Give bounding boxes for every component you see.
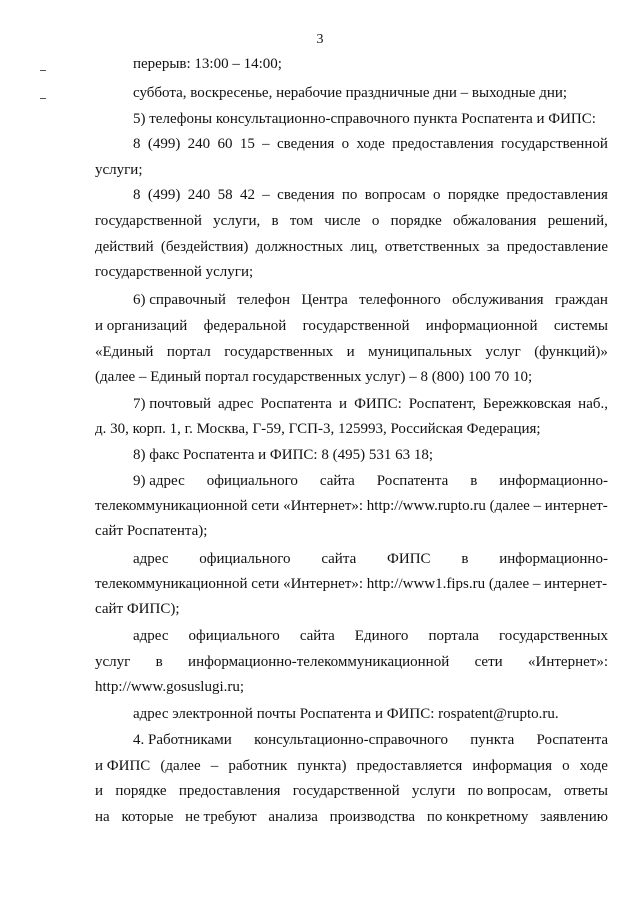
justified-line — [133, 732, 608, 749]
word: 6) справочный — [133, 292, 226, 308]
word: официального — [188, 628, 280, 644]
word: официального — [206, 473, 298, 489]
word: 58 — [217, 187, 233, 203]
word: на — [95, 809, 110, 825]
justified-line — [95, 654, 608, 671]
word: (499) — [147, 187, 181, 203]
justified-line — [95, 239, 608, 256]
word: «Единый — [95, 344, 154, 360]
word: предоставляется — [356, 758, 463, 774]
page-number: 3 — [316, 32, 324, 47]
word: по конкретному — [426, 809, 529, 825]
word: Единого — [354, 628, 409, 644]
word: 8 — [133, 187, 141, 203]
justified-line — [133, 136, 608, 153]
word: порядке — [115, 783, 167, 799]
word: действий — [95, 239, 154, 255]
text-line: перерыв: 13:00 – 14:00; — [133, 56, 282, 72]
word: 15 — [239, 136, 255, 152]
text-line: телекоммуникационной сети «Интернет»: http://www.rupto.ru (далее – интернет- — [95, 498, 608, 514]
word: (бездействия) — [160, 239, 249, 255]
word: не требуют — [185, 809, 257, 825]
word: обслуживания — [452, 292, 544, 308]
word: телефон — [237, 292, 291, 308]
text-line: сайт Роспатента); — [95, 523, 208, 539]
word: ходе — [579, 758, 608, 774]
word: 60 — [217, 136, 233, 152]
word: (функций)» — [534, 344, 608, 360]
word: «Интернет»: — [528, 654, 608, 670]
word: телефонного — [359, 292, 441, 308]
word: услуги — [411, 783, 456, 799]
text-line: суббота, воскресенье, нерабочие праздничные дни – выходные дни; — [133, 85, 568, 101]
word: сведения — [277, 187, 335, 203]
word: предоставление — [506, 239, 608, 255]
word: портал — [166, 344, 211, 360]
word: работник — [228, 758, 288, 774]
word: ответы — [563, 783, 608, 799]
word: ходе — [356, 136, 385, 152]
word: сети — [474, 654, 503, 670]
word: портала — [428, 628, 479, 644]
word: Роспатента — [536, 732, 608, 748]
text-line: государственной услуги; — [95, 264, 254, 280]
word: сведения — [276, 136, 335, 152]
text-line: услуги; — [95, 162, 143, 178]
word: 9) адрес — [133, 473, 185, 489]
word: 8 — [133, 136, 141, 152]
word: системы — [553, 318, 608, 334]
word: сайта — [321, 551, 357, 567]
word: в — [461, 551, 469, 567]
word: пункта) — [297, 758, 347, 774]
word: числе — [324, 213, 361, 229]
justified-line — [133, 396, 608, 413]
word: государственной — [500, 136, 608, 152]
word: – — [210, 758, 219, 774]
word: порядке — [447, 187, 499, 203]
word: государственной — [302, 318, 410, 334]
word: сайта — [319, 473, 355, 489]
word: информационной — [425, 318, 538, 334]
word: о — [562, 758, 570, 774]
word: в — [470, 473, 478, 489]
word: Бережковская — [483, 396, 572, 412]
word: лиц, — [350, 239, 378, 255]
word: – — [262, 187, 270, 203]
word: о — [371, 213, 380, 229]
word: информация — [472, 758, 552, 774]
word: государственной — [95, 213, 202, 229]
word: ответственных — [384, 239, 480, 255]
word: (499) — [147, 136, 181, 152]
word: государственной — [292, 783, 400, 799]
word: предоставления — [178, 783, 281, 799]
margin-mark — [40, 98, 46, 99]
word: производства — [329, 809, 416, 825]
word: услуг — [485, 344, 521, 360]
justified-line — [95, 783, 608, 800]
word: пункта — [470, 732, 515, 748]
justified-line — [95, 213, 608, 230]
justified-line — [133, 551, 608, 568]
text-line: сайт ФИПС); — [95, 601, 180, 617]
justified-line — [95, 809, 608, 826]
word: Роспатента — [376, 473, 449, 489]
word: предоставления — [506, 187, 608, 203]
word: должностных — [255, 239, 344, 255]
word: за — [486, 239, 500, 255]
word: 240 — [187, 187, 211, 203]
word: которые — [121, 809, 174, 825]
margin-mark — [40, 70, 46, 71]
word: порядке — [390, 213, 442, 229]
word: Центра — [301, 292, 348, 308]
word: официального — [199, 551, 291, 567]
word: и ФИПС — [95, 758, 151, 774]
word: – — [262, 136, 270, 152]
word: адрес — [133, 551, 169, 567]
word: анализа — [268, 809, 318, 825]
word: ФИПС: — [354, 396, 402, 412]
text-line: д. 30, корп. 1, г. Москва, Г-59, ГСП-3, 125993, Российская Федерация; — [95, 421, 541, 437]
word: адрес — [218, 396, 254, 412]
text-line: http://www.gosuslugi.ru; — [95, 679, 245, 695]
justified-line — [133, 292, 608, 309]
word: и — [95, 783, 104, 799]
word: консультационно-справочного — [254, 732, 448, 748]
word: информационно- — [499, 551, 608, 567]
justified-line — [95, 318, 608, 335]
word: 7) почтовый — [133, 396, 211, 412]
word: вопросам — [364, 187, 426, 203]
word: Роспатента — [260, 396, 332, 412]
word: том — [289, 213, 313, 229]
word: граждан — [554, 292, 608, 308]
justified-line — [133, 473, 608, 490]
word: наб., — [578, 396, 608, 412]
word: государственных — [499, 628, 608, 644]
word: Роспатент, — [408, 396, 477, 412]
word: информационно- — [499, 473, 608, 489]
word: (далее — [160, 758, 201, 774]
word: ФИПС — [387, 551, 431, 567]
word: заявлению — [540, 809, 608, 825]
word: и организаций — [95, 318, 188, 334]
word: о — [433, 187, 441, 203]
word: государственных — [224, 344, 334, 360]
word: о — [341, 136, 350, 152]
text-line: телекоммуникационной сети «Интернет»: http://www1.fips.ru (далее – интернет- — [95, 576, 608, 592]
word: сайта — [299, 628, 335, 644]
justified-line — [95, 344, 608, 361]
word: муниципальных — [368, 344, 472, 360]
word: по — [341, 187, 358, 203]
word: услуги, — [213, 213, 261, 229]
text-line: адрес электронной почты Роспатента и ФИПС: rospatent@rupto.ru. — [133, 706, 559, 722]
word: адрес — [133, 628, 169, 644]
word: решений, — [547, 213, 608, 229]
text-line: 8) факс Роспатента и ФИПС: 8 (495) 531 63 18; — [133, 447, 433, 463]
justified-line — [95, 758, 608, 775]
word: и — [339, 396, 348, 412]
justified-line — [133, 628, 608, 645]
word: по вопросам, — [467, 783, 552, 799]
word: обжалования — [453, 213, 537, 229]
word: федеральной — [203, 318, 287, 334]
word: и — [346, 344, 355, 360]
word: предоставления — [392, 136, 494, 152]
text-line: 5) телефоны консультационно-справочного пункта Роспатента и ФИПС: — [133, 111, 596, 127]
word: в — [271, 213, 279, 229]
word: 240 — [187, 136, 211, 152]
word: в — [155, 654, 163, 670]
word: 4. Работниками — [133, 732, 232, 748]
text-line: (далее – Единый портал государственных услуг) – 8 (800) 100 70 10; — [95, 369, 533, 385]
word: услуг — [95, 654, 131, 670]
word: информационно-телекоммуникационной — [188, 654, 450, 670]
justified-line — [133, 187, 608, 204]
word: 42 — [239, 187, 255, 203]
